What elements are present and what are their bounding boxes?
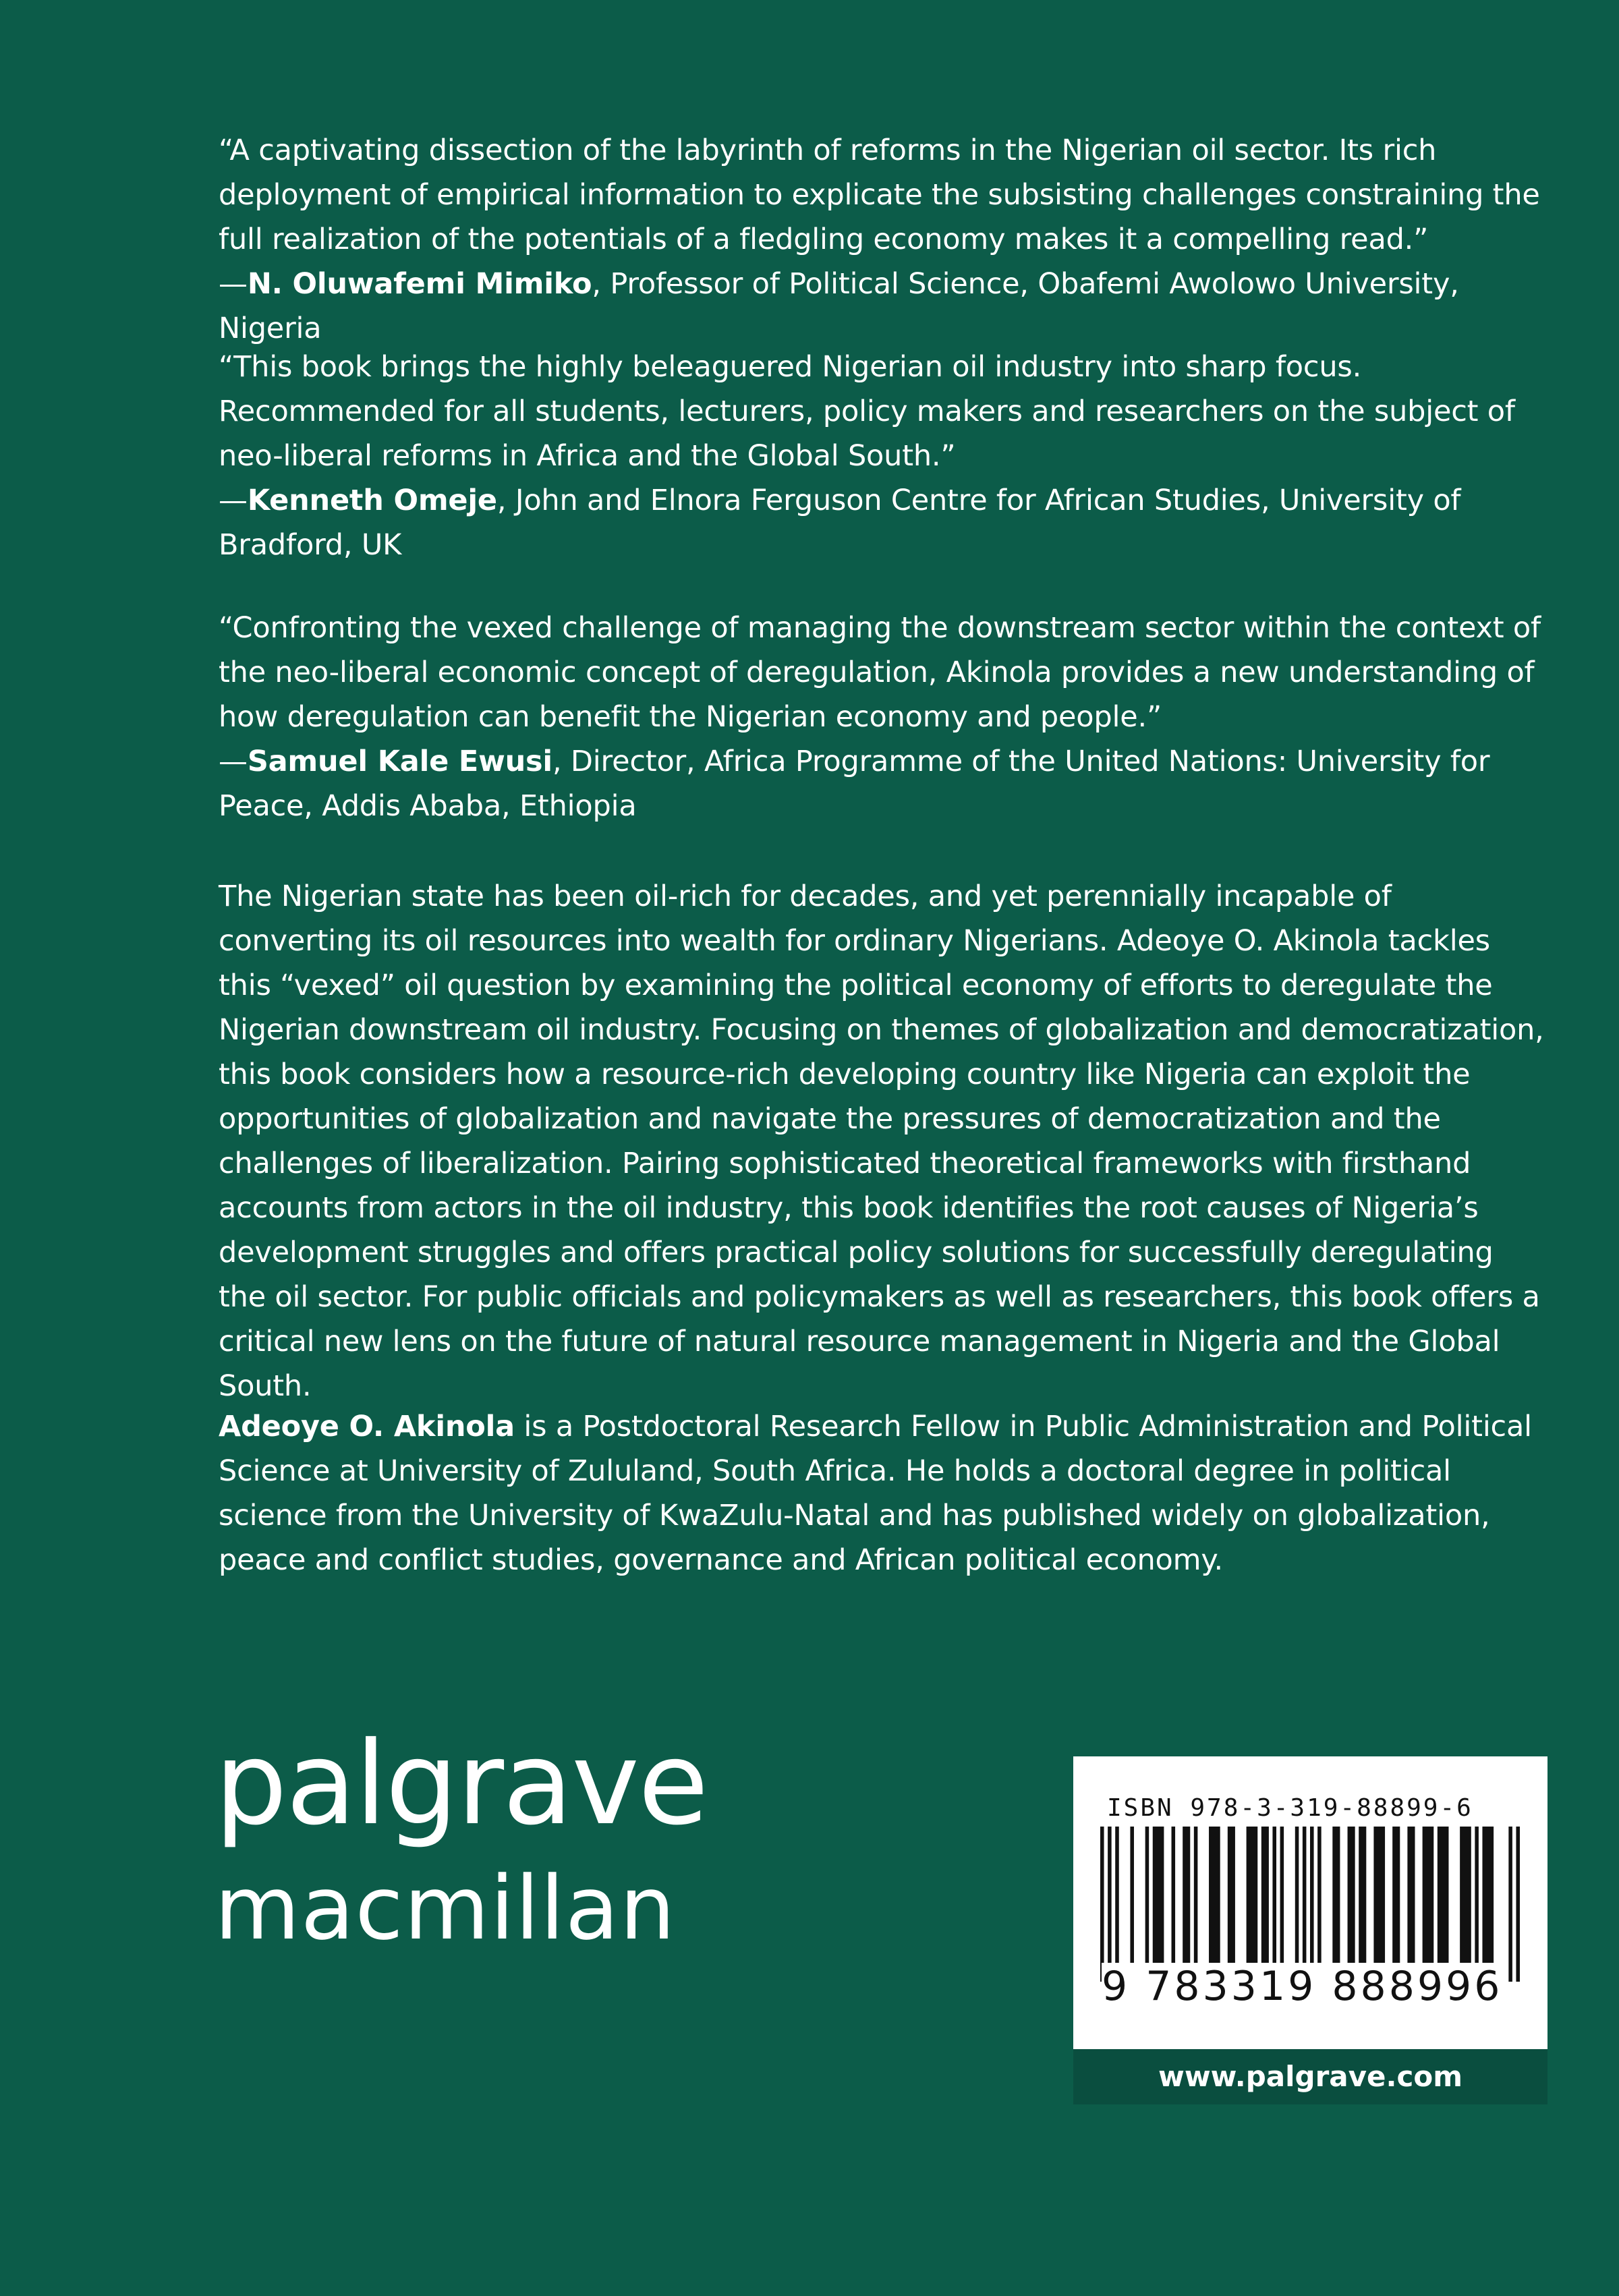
review-attribution: —Kenneth Omeje, John and Elnora Ferguson Centre for African Studies, University of Bradford, UK bbox=[219, 484, 1461, 562]
barcode-bar bbox=[1100, 1827, 1104, 1982]
barcode-bar bbox=[1359, 1827, 1366, 1982]
barcode-bar bbox=[1280, 1827, 1284, 1982]
barcode-bar bbox=[1508, 1827, 1512, 1982]
review-quote: “Confronting the vexed challenge of managing the downstream sector within the context of the neo-liberal economic concept of deregulation, Akinola provides a new understanding of how deregulation can benefit the Nigerian economy and people.” bbox=[219, 611, 1541, 734]
barcode-bar bbox=[1295, 1827, 1299, 1982]
barcode-icon bbox=[1100, 1827, 1520, 1982]
barcode-bar bbox=[1516, 1827, 1520, 1982]
publisher-logo bbox=[215, 1717, 708, 1959]
barcode-bar bbox=[1392, 1827, 1400, 1982]
barcode-bar bbox=[1130, 1827, 1134, 1982]
barcode-bar bbox=[1247, 1827, 1258, 1982]
barcode-bar bbox=[1261, 1827, 1269, 1982]
description-text: The Nigerian state has been oil-rich for decades, and yet perennially incapable of converting its oil resources into wealth for ordinary Nigerians. Adeoye O. Akinola tackles this “vexed” oil question by examining the political economy of efforts to deregulate the Nigerian downstream oil industry. Focusing on themes of globalization and democratization, this book considers how a resource-rich developing country like Nigeria can exploit the opportunities of globalization and navigate the pressures of democratization and the challenges of liberalization. Pairing sophisticated theoretical frameworks with firsthand accounts from actors in the oil industry, this book identifies the root causes of Nigeria’s development struggles and offers practical policy solutions for successfully deregulating the oil sector. For public officials and policymakers as well as researchers, this book offers a critical new lens on the future of natural resource management in Nigeria and the Global South. bbox=[219, 880, 1544, 1403]
review-quote: “A captivating dissection of the labyrinth of reforms in the Nigerian oil sector. Its rich deployment of empirical information to explicate the subsisting challenges constraining the full realization of the potentials of a fledgling economy makes it a compelling read.” bbox=[219, 134, 1540, 256]
review-quote: “This book brings the highly beleaguered Nigerian oil industry into sharp focus. Recommended for all students, lecturers, policy makers and researchers on the subject of neo-liberal reforms in Africa and the Global South.” bbox=[219, 350, 1515, 473]
logo-line-macmillan: macmillan bbox=[215, 1857, 676, 1959]
barcode-digits: 9 783319 888996 bbox=[1102, 1963, 1503, 2010]
review-blurb bbox=[219, 345, 1549, 567]
isbn-label: ISBN 978-3-319-88899-6 bbox=[1107, 1794, 1473, 1822]
reviewer-affiliation: , Professor of Political Science, Obafemi Awolowo University, Nigeria bbox=[219, 267, 1459, 345]
barcode-bar bbox=[1310, 1827, 1314, 1982]
barcode-bar bbox=[1303, 1827, 1307, 1982]
barcode-bar bbox=[1153, 1827, 1164, 1982]
author-bio bbox=[219, 1404, 1549, 1582]
reviewer-name: Samuel Kale Ewusi bbox=[247, 745, 552, 778]
publisher-url: www.palgrave.com bbox=[1073, 2049, 1547, 2104]
review-attribution: —N. Oluwafemi Mimiko, Professor of Political Science, Obafemi Awolowo University, Nigeria bbox=[219, 267, 1459, 345]
author-bio-text: is a Postdoctoral Research Fellow in Public Administration and Political Science at University of Zululand, South Africa. He holds a doctoral degree in political science from the University of KwaZulu-Natal and has published widely on globalization, peace and conflict studies, governance and African political economy. bbox=[219, 1410, 1532, 1577]
barcode-bar bbox=[1348, 1827, 1355, 1982]
barcode-bar bbox=[1172, 1827, 1176, 1982]
barcode-bar bbox=[1228, 1827, 1235, 1982]
barcode-bar bbox=[1423, 1827, 1434, 1982]
barcode-bar bbox=[1194, 1827, 1198, 1982]
review-attribution: —Samuel Kale Ewusi, Director, Africa Programme of the United Nations: University for Peace, Addis Ababa, Ethiopia bbox=[219, 745, 1490, 823]
barcode-bar bbox=[1475, 1827, 1479, 1982]
review-blurb bbox=[219, 128, 1549, 351]
barcode-bar bbox=[1317, 1827, 1322, 1982]
barcode-bar bbox=[1332, 1827, 1340, 1982]
barcode-bar bbox=[1438, 1827, 1449, 1982]
logo-line-palgrave: palgrave bbox=[215, 1717, 708, 1851]
author-name: Adeoye O. Akinola bbox=[219, 1410, 515, 1443]
barcode-bar bbox=[1373, 1827, 1385, 1982]
barcode-bar bbox=[1183, 1827, 1190, 1982]
barcode-bar bbox=[1108, 1827, 1112, 1982]
isbn-barcode-panel bbox=[1073, 1756, 1547, 2049]
barcode-bar bbox=[1272, 1827, 1276, 1982]
barcode-bar bbox=[1145, 1827, 1149, 1982]
barcode-bar bbox=[1115, 1827, 1119, 1982]
barcode-bar bbox=[1407, 1827, 1415, 1982]
barcode-bar bbox=[1460, 1827, 1471, 1982]
reviewer-affiliation: , John and Elnora Ferguson Centre for African Studies, University of Bradford, UK bbox=[219, 484, 1461, 562]
reviewer-name: N. Oluwafemi Mimiko bbox=[247, 267, 592, 301]
barcode-bar bbox=[1209, 1827, 1220, 1982]
reviewer-affiliation: , Director, Africa Programme of the United Nations: University for Peace, Addis Ababa, Ethiopia bbox=[219, 745, 1490, 823]
reviewer-name: Kenneth Omeje bbox=[247, 484, 497, 517]
book-description bbox=[219, 874, 1549, 1408]
barcode-bar bbox=[1482, 1827, 1494, 1982]
review-blurb bbox=[219, 606, 1549, 828]
